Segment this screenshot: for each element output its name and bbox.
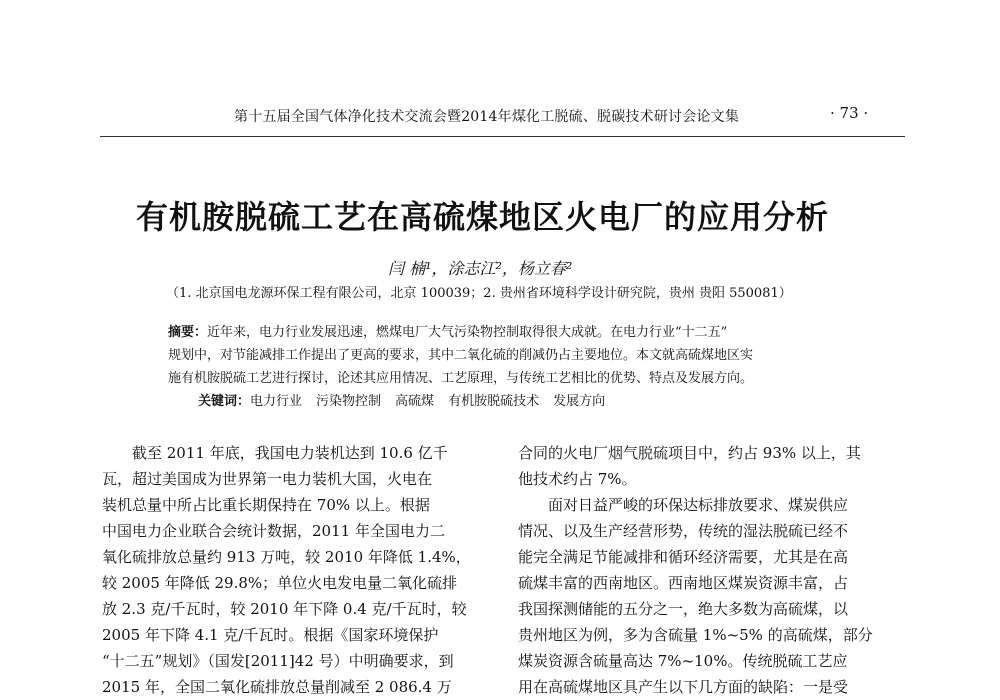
- keyword: 高硫煤: [395, 394, 435, 409]
- keywords-label: 关键词：: [198, 394, 251, 409]
- abstract-line: 规划中，对节能减排工作提出了更高的要求，其中二氧化硫的削减仍占主要地位。本文就高硫煤地区实: [168, 348, 754, 363]
- abstract: [168, 321, 838, 413]
- paper-title: 有机胺脱硫工艺在高硫煤地区火电厂的应用分析: [136, 198, 830, 236]
- keyword: 发展方向: [553, 394, 606, 409]
- body-line: 贵州地区为例，多为含硫量 1%~5% 的高硫煤，部分: [518, 626, 873, 644]
- body-line: 放 2.3 克/千瓦时，较 2010 年下降 0.4 克/千瓦时，较: [102, 600, 467, 618]
- body-column-right: [518, 440, 900, 700]
- body-line: 氧化硫排放总量约 913 万吨，较 2010 年降低 1.4%，: [102, 548, 471, 566]
- header-rule: [100, 136, 905, 137]
- paper-affiliation: （1. 北京国电龙源环保工程有限公司，北京 100039；2. 贵州省环境科学设计研究院，贵州 贵阳 550081）: [166, 286, 792, 301]
- body-line: 较 2005 年降低 29.8%；单位火电发电量二氧化硫排: [102, 574, 458, 592]
- keyword: 有机胺脱硫技术: [448, 394, 540, 409]
- body-line: 煤炭资源含硫量高达 7%~10%。传统脱硫工艺应: [518, 652, 848, 670]
- running-head: 第十五届全国气体净化技术交流会暨2014年煤化工脱硫、脱碳技术研讨会论文集: [234, 109, 740, 125]
- body-line: 瓦，超过美国成为世界第一电力装机大国，火电在: [102, 470, 433, 488]
- paper-authors: 闫 楠¹，涂志江²，杨立春²: [388, 259, 573, 278]
- body-line: 面对日益严峻的环保达标排放要求、煤炭供应: [548, 496, 849, 514]
- body-line: 硫煤丰富的西南地区。西南地区煤炭资源丰富，占: [518, 574, 849, 592]
- abstract-line: 施有机胺脱硫工艺进行探讨，论述其应用情况、工艺原理，与传统工艺相比的优势、特点及发展方向。: [168, 371, 754, 386]
- keyword: 电力行业: [250, 394, 303, 409]
- keywords-line: [168, 390, 838, 413]
- body-column-left: [102, 440, 484, 700]
- body-line: 2015 年，全国二氧化硫排放总量削减至 2 086.4 万: [102, 678, 452, 696]
- body-line: 中国电力企业联合会统计数据，2011 年全国电力二: [102, 522, 445, 540]
- body-line: “十二五”规划》（国发[2011]42 号）中明确要求，到: [102, 652, 454, 670]
- abstract-line: [168, 321, 838, 344]
- body-line: 装机总量中所占比重长期保持在 70% 以上。根据: [102, 496, 430, 514]
- body-line: 能完全满足节能减排和循环经济需要，尤其是在高: [518, 548, 849, 566]
- body-line: 用在高硫煤地区具产生以下几方面的缺陷：一是受: [518, 678, 849, 696]
- body-line: 我国探测储能的五分之一，绝大多数为高硫煤，以: [518, 600, 849, 618]
- abstract-label: 摘要：: [168, 325, 208, 340]
- body-line: 情况、以及生产经营形势，传统的湿法脱硫已经不: [518, 522, 849, 540]
- keyword: 污染物控制: [316, 394, 382, 409]
- abstract-text: 近年来，电力行业发展迅速，燃煤电厂大气污染物控制取得很大成就。在电力行业“十二五”: [207, 325, 728, 340]
- body-line: 他技术约占 7%。: [518, 470, 637, 488]
- body-line: 合同的火电厂烟气脱硫项目中，约占 93% 以上，其: [518, 444, 861, 462]
- body-line: 2005 年下降 4.1 克/千瓦时。根据《国家环境保护: [102, 626, 439, 644]
- body-line: 截至 2011 年底，我国电力装机达到 10.6 亿千: [132, 444, 448, 462]
- page-number: · 73 ·: [830, 104, 869, 122]
